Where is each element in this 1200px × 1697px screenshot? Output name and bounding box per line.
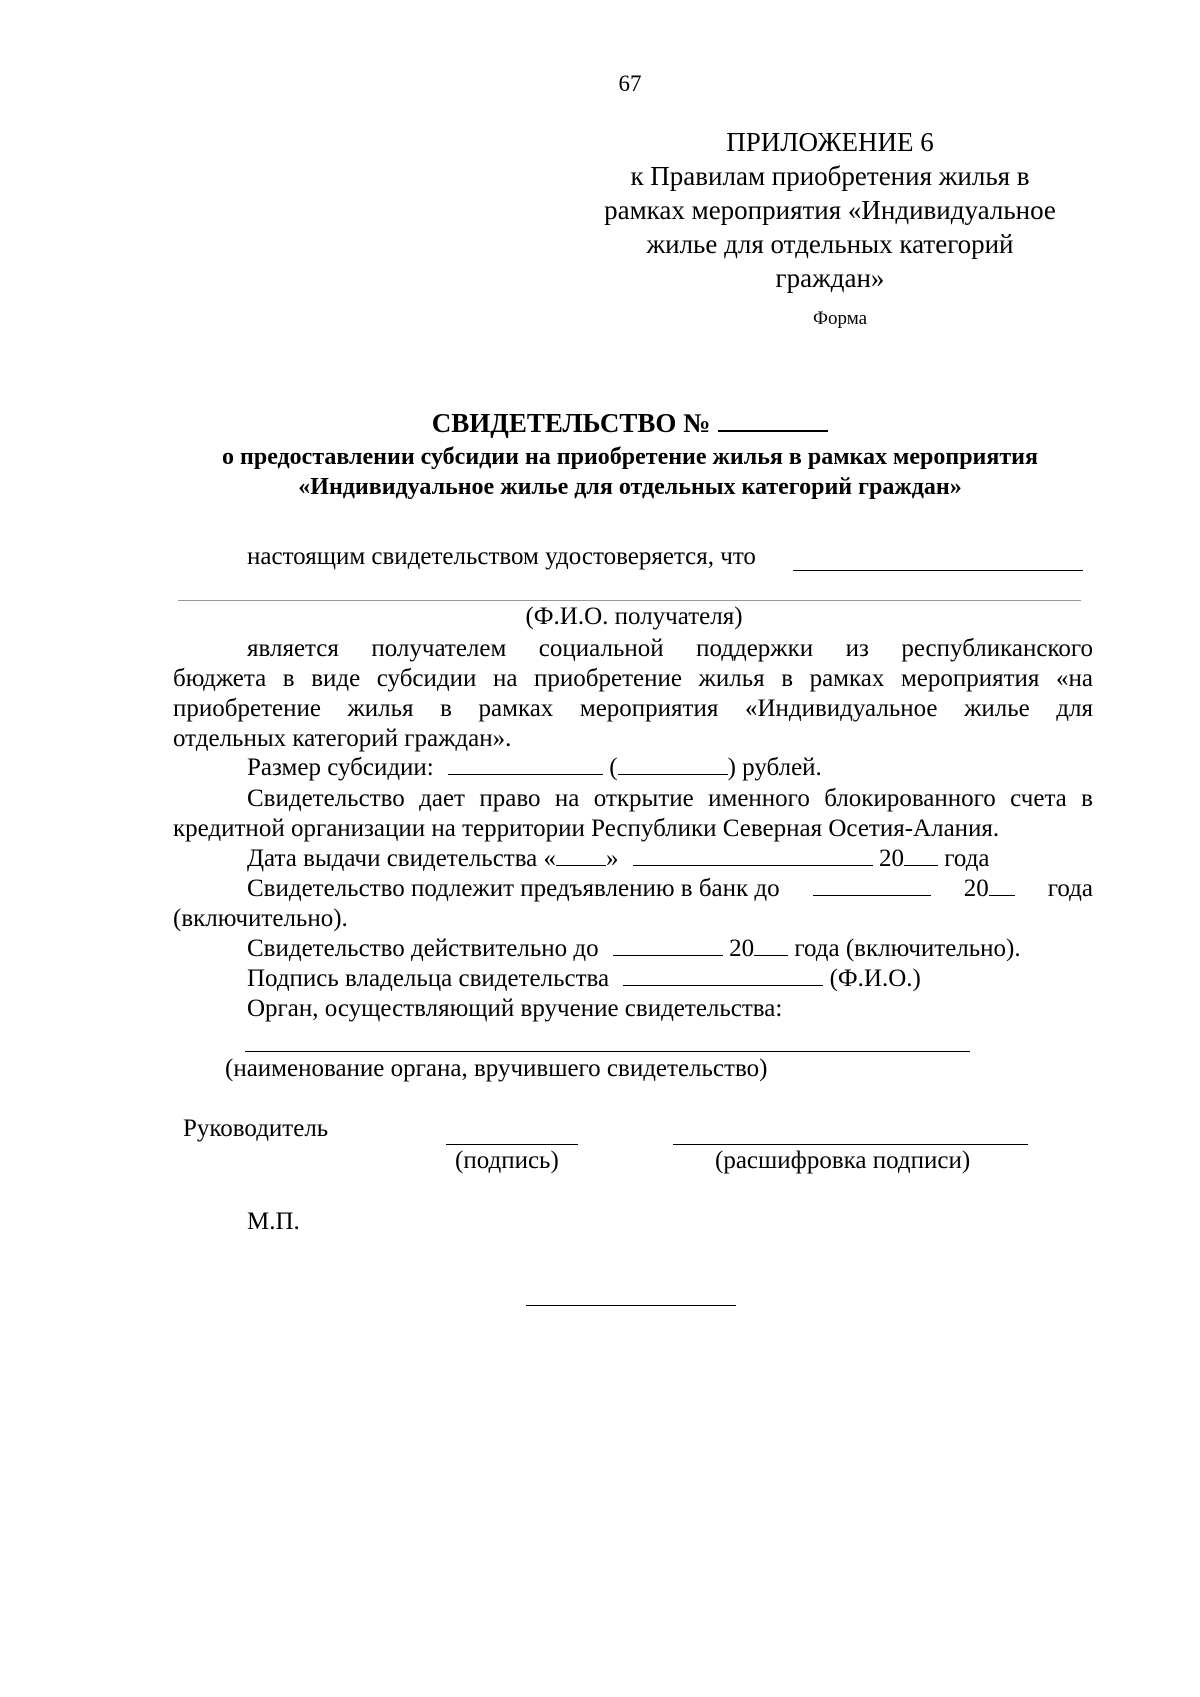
issuing-body-caption: (наименование органа, вручившего свидетельство) [225, 1055, 768, 1082]
subsidy-currency: ) рублей. [727, 754, 822, 781]
subsidy-label: Размер субсидии: [247, 754, 434, 781]
recipient-name-blank-2 [178, 600, 1081, 601]
owner-signature-label: Подпись владельца свидетельства [247, 965, 610, 992]
recipient-line-4: отдельных категорий граждан». [173, 725, 512, 752]
issue-year-blank [904, 845, 938, 866]
owner-signature-fio: (Ф.И.О.) [829, 965, 921, 992]
bank-deadline-inclusive: (включительно). [173, 905, 348, 932]
recipient-name-blank-1 [793, 570, 1083, 571]
owner-signature-row [247, 965, 921, 993]
valid-until-year-blank [754, 935, 788, 956]
valid-until-label: Свидетельство действительно до [247, 935, 599, 962]
issuing-body-blank [245, 1051, 970, 1052]
head-decoding-blank [673, 1144, 1028, 1145]
appendix-header [590, 125, 1070, 295]
issue-year-suffix: года [944, 845, 990, 872]
bank-deadline-year-prefix: 20 [963, 875, 989, 902]
fio-caption: (Ф.И.О. получателя) [525, 603, 743, 630]
issue-month-blank [633, 845, 873, 866]
seal-label: М.П. [247, 1208, 300, 1235]
form-label: Форма [812, 308, 868, 329]
issuing-body-label: Орган, осуществляющий вручение свидетельства: [247, 995, 783, 1022]
certify-text: настоящим свидетельством удостоверяется, что [247, 543, 756, 570]
recipient-line-1: является получателем социальной поддержки из республиканского [247, 635, 1093, 662]
subtitle-line-2: «Индивидуальное жилье для отдельных категорий граждан» [298, 474, 962, 500]
bank-deadline-date-blank [813, 875, 931, 896]
subsidy-amount-words-blank [618, 754, 728, 775]
document-subtitle [170, 442, 1090, 502]
appendix-number: ПРИЛОЖЕНИЕ 6 [726, 127, 934, 157]
valid-until-year-prefix: 20 [729, 935, 755, 962]
bank-deadline-label: Свидетельство подлежит предъявлению в банк до [247, 875, 780, 902]
issue-year-prefix: 20 [879, 845, 905, 872]
subsidy-amount-blank [448, 754, 603, 775]
recipient-line-3: приобретение жилья в рамках мероприятия «Индивидуальное жилье для [173, 695, 1093, 722]
valid-until-date-blank [613, 935, 723, 956]
owner-signature-blank [623, 965, 823, 986]
head-signature-caption: (подпись) [455, 1147, 559, 1174]
page-number: 67 [618, 71, 642, 96]
rights-line-1: Свидетельство дает право на открытие именного блокированного счета в [247, 785, 1093, 812]
subsidy-row [247, 754, 822, 782]
document-title [0, 406, 1200, 439]
issue-date-label: Дата выдачи свидетельства « [247, 845, 557, 872]
bank-deadline-year-suffix: года [1047, 875, 1093, 902]
valid-until-row [247, 935, 1021, 963]
issue-day-blank [556, 845, 606, 866]
appendix-description: к Правилам приобретения жилья в рамках мероприятия «Индивидуальное жилье для отдельных категорий граждан» [604, 161, 1056, 293]
issue-date-row [247, 845, 990, 873]
recipient-line-2: бюджета в виде субсидии на приобретение жилья в рамках мероприятия «на [173, 665, 1093, 692]
title-text: СВИДЕТЕЛЬСТВО № [431, 408, 711, 438]
rights-line-2: кредитной организации на территории Республики Северная Осетия-Алания. [173, 815, 1000, 842]
bank-deadline-year-blank [989, 875, 1015, 896]
certificate-number-blank [718, 406, 828, 432]
end-of-document-line [526, 1305, 736, 1306]
bank-deadline-row [247, 875, 1093, 903]
valid-until-year-suffix: года (включительно). [794, 935, 1021, 962]
head-signature-blank [446, 1144, 578, 1145]
subtitle-line-1: о предоставлении субсидии на приобретение жилья в рамках мероприятия [222, 444, 1038, 470]
issue-date-close-quote: » [606, 845, 619, 872]
subsidy-open-paren: ( [609, 754, 618, 781]
head-label: Руководитель [183, 1115, 329, 1142]
head-decoding-caption: (расшифровка подписи) [715, 1147, 971, 1174]
